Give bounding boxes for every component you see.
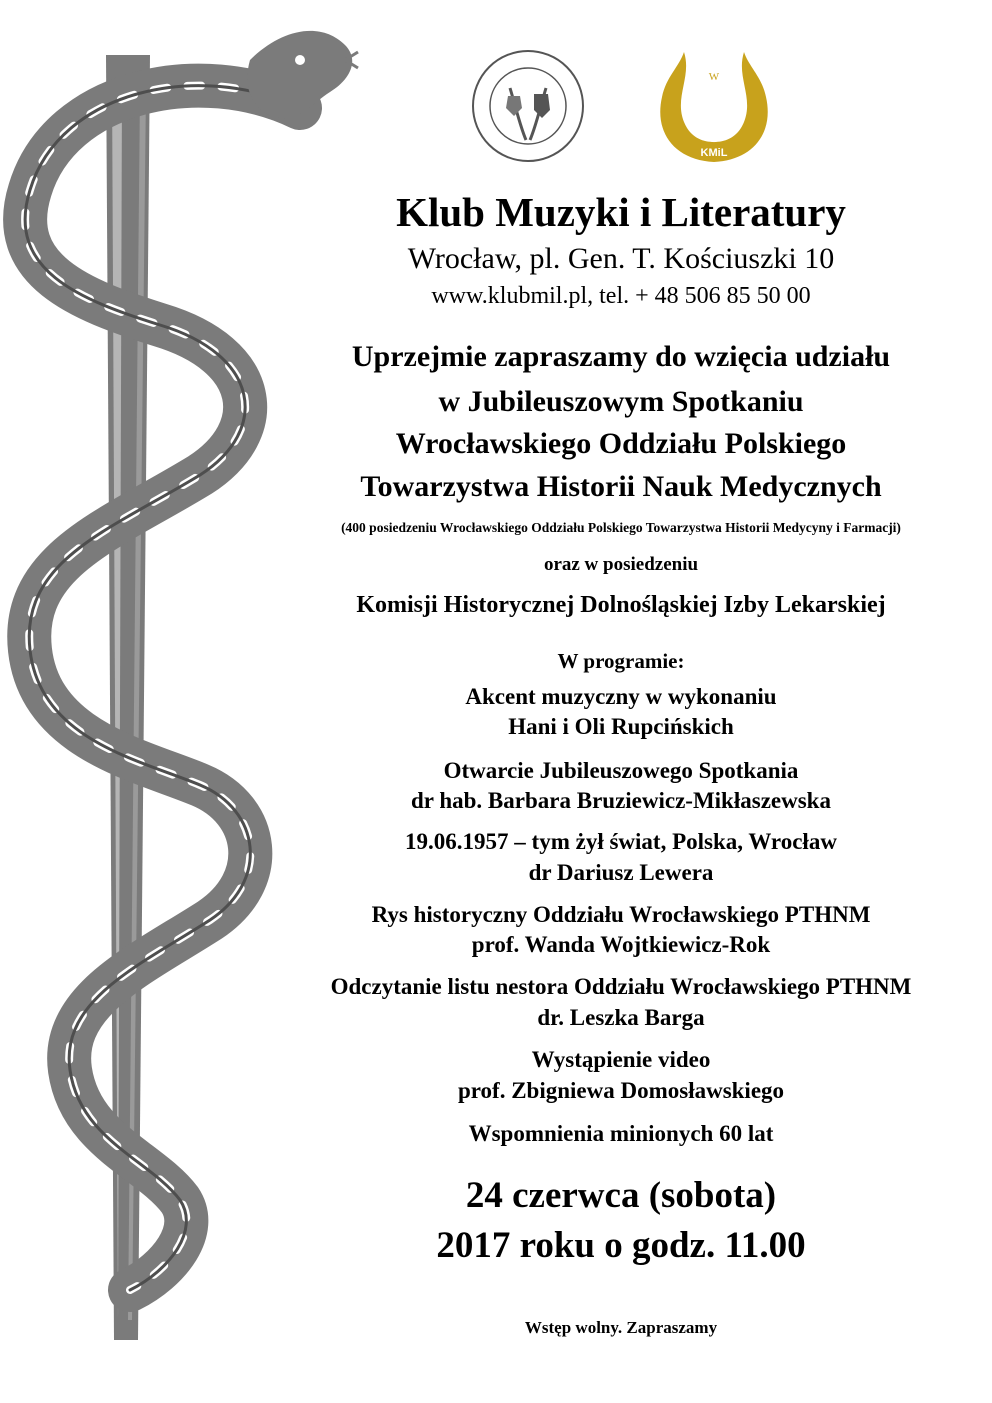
program-item-title: Odczytanie listu nestora Oddziału Wrocławskiego PTHNM (330, 974, 912, 999)
program-item-title: 19.06.1957 – tym żył świat, Polska, Wrocław (405, 829, 837, 854)
footer-note: Wstęp wolny. Zapraszamy (524, 1318, 718, 1337)
club-address: Wrocław, pl. Gen. T. Kościuszki 10 (407, 242, 835, 275)
program-item-title: Akcent muzyczny w wykonaniu (465, 684, 777, 709)
invitation-line: w Jubileuszowym Spotkaniu (438, 385, 804, 418)
lyre-flame-icon (654, 42, 774, 167)
event-date: 24 czerwca (sobota) (465, 1175, 777, 1216)
kmil-logo-text: KMiL (700, 147, 728, 159)
program-item-person: dr. Leszka Barga (537, 1005, 705, 1030)
event-time: 2017 roku o godz. 11.00 (436, 1225, 806, 1266)
program-item-person: dr Dariusz Lewera (528, 860, 714, 885)
program-item-person: Hani i Oli Rupcińskich (508, 714, 734, 739)
invitation-line: Towarzystwa Historii Nauk Medycznych (360, 470, 882, 503)
program-item-person: dr hab. Barbara Bruziewicz-Mikłaszewska (411, 788, 831, 813)
club-name: Klub Muzyki i Literatury (396, 189, 846, 235)
program-item-title: Rys historyczny Oddziału Wrocławskiego PTHNM (371, 902, 871, 927)
program-item-person: prof. Zbigniewa Domosławskiego (457, 1078, 785, 1103)
club-contact: www.klubmil.pl, tel. + 48 506 85 50 00 (431, 283, 811, 309)
invitation-note: (400 posiedzeniu Wrocławskiego Oddziału Polskiego Towarzystwa Historii Medycyny i Farmacji) (341, 520, 901, 535)
program-item-title: Wspomnienia minionych 60 lat (468, 1121, 774, 1146)
kmil-w-letter: W (708, 71, 720, 83)
program-item-title: Wystąpienie video (531, 1047, 711, 1072)
society-seal-icon (470, 48, 586, 164)
program-heading: W programie: (557, 649, 685, 673)
serpent-body (25, 86, 300, 1290)
program-item-title: Otwarcie Jubileuszowego Spotkania (443, 758, 799, 783)
serpent-head (247, 31, 358, 118)
commission-name: Komisji Historycznej Dolnośląskiej Izby Lekarskiej (356, 592, 886, 618)
program-item-person: prof. Wanda Wojtkiewicz-Rok (471, 932, 771, 957)
invitation-line: Uprzejmie zapraszamy do wzięcia udziału (351, 340, 891, 373)
invitation-also: oraz w posiedzeniu (543, 554, 699, 575)
invitation-line: Wrocławskiego Oddziału Polskiego (395, 427, 847, 460)
